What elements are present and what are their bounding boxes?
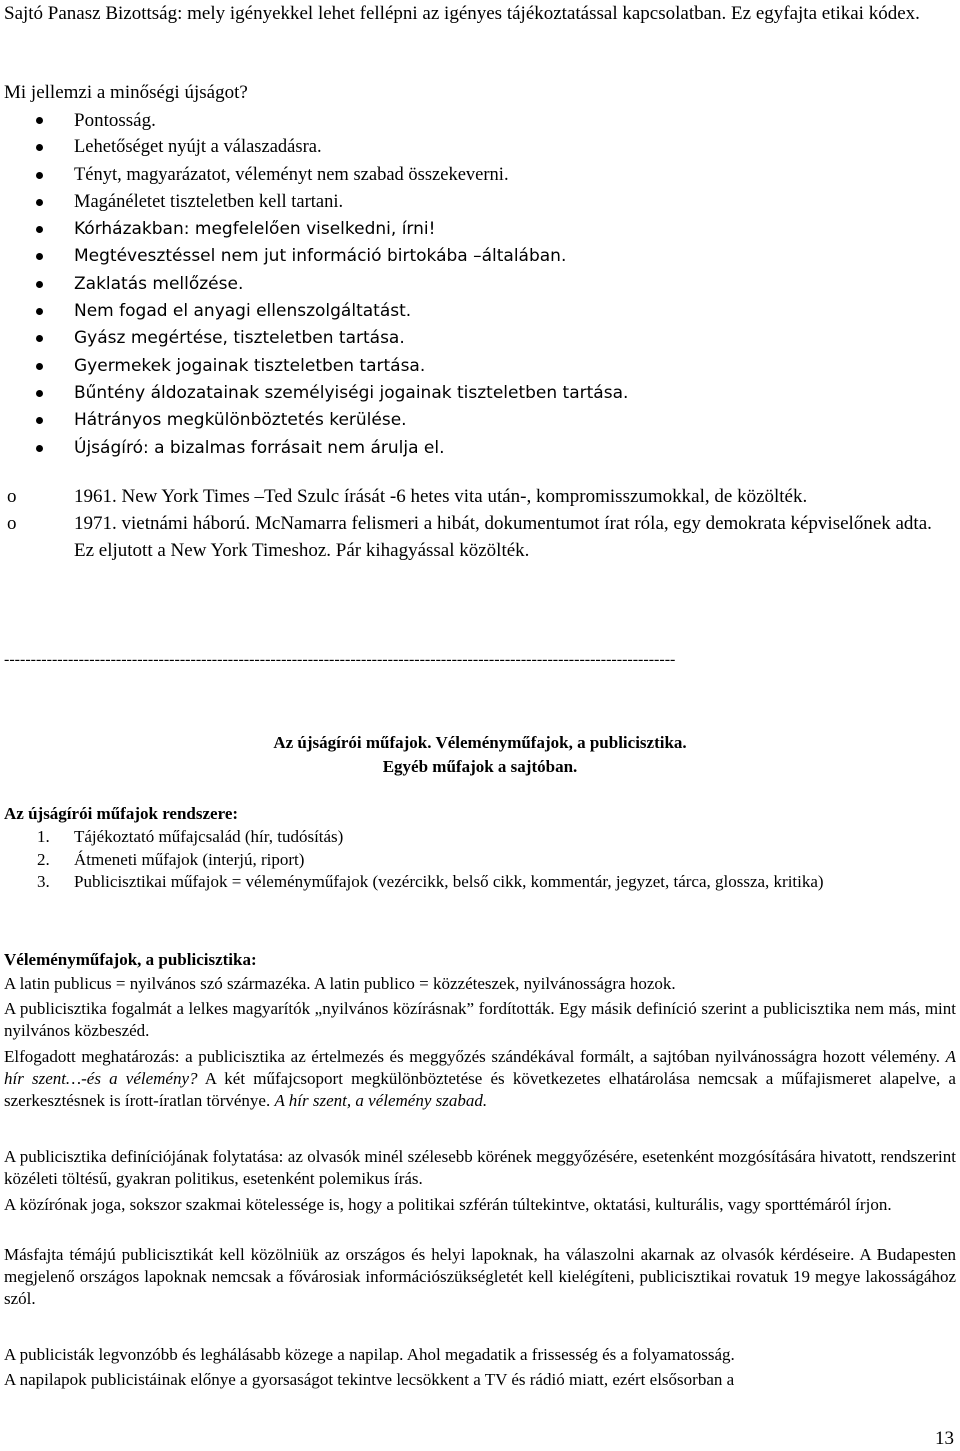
list-item-text: Lehetőséget nyújt a válaszadásra. bbox=[74, 137, 322, 158]
list-item-text: Megtévesztéssel nem jut információ birtokába –általában. bbox=[74, 246, 567, 267]
list-item-text: Tájékoztató műfajcsalád (hír, tudósítás) bbox=[74, 827, 344, 846]
bullet-icon bbox=[36, 445, 43, 452]
list-item-text: Gyermekek jogainak tiszteletben tartása. bbox=[74, 355, 426, 376]
list-item-text: Pontosság. bbox=[74, 110, 156, 131]
paragraph: A latin publicus = nyilvános szó származéka. A latin publico = közzéteszek, nyilvánosságra hozok. bbox=[4, 974, 676, 993]
bullet-icon bbox=[36, 390, 43, 397]
list-item-text: Nem fogad el anyagi ellenszolgáltatást. bbox=[74, 301, 412, 322]
list-item bbox=[0, 353, 960, 380]
bullet-icon bbox=[36, 308, 43, 315]
quality-bullet-list bbox=[0, 107, 960, 462]
list-item-text: Publicisztikai műfajok = véleményműfajok (vezércikk, belső cikk, kommentár, jegyzet, tárca, glossza, kritika) bbox=[74, 872, 824, 891]
list-item bbox=[0, 189, 960, 216]
genre-system-heading: Az újságírói műfajok rendszere: bbox=[4, 804, 239, 823]
paragraph: A publicisták legvonzóbb és leghálásabb közege a napilap. Ahol megadatik a frissesség és a folyamatosság. bbox=[4, 1345, 735, 1364]
page-number: 13 bbox=[935, 1428, 954, 1449]
list-number: 2. bbox=[37, 849, 50, 869]
bullet-icon bbox=[36, 253, 43, 260]
list-item-text: Hátrányos megkülönböztetés kerülése. bbox=[74, 410, 407, 431]
list-item bbox=[0, 216, 960, 243]
list-number: 1. bbox=[37, 827, 50, 846]
list-item bbox=[0, 162, 960, 189]
bullet-icon bbox=[36, 226, 43, 233]
paragraph: Másfajta témájú publicisztikát kell közölniük az országos és helyi lapoknak, ha válaszolni akarnak az olvasók kérdéseire. A Budapesten megjelenő országos lapoknak nemcsak a fővárosiak információszükségletét kell kielégíteni, publicisztikai rovatuk 19 megye lakosságához szól. bbox=[4, 1245, 956, 1308]
list-item bbox=[0, 325, 960, 352]
section-title: Az újságírói műfajok. Véleményműfajok, a publicisztika. bbox=[273, 733, 687, 752]
list-item-text: Tényt, magyarázatot, véleményt nem szabad összekeverni. bbox=[74, 164, 509, 185]
bullet-icon bbox=[36, 144, 43, 151]
opinion-heading: Véleményműfajok, a publicisztika: bbox=[4, 950, 257, 969]
bullet-icon bbox=[36, 335, 43, 342]
list-item bbox=[0, 298, 960, 325]
list-number: 3. bbox=[37, 872, 50, 891]
list-item bbox=[0, 826, 956, 849]
list-item-text: Magánéletet tiszteletben kell tartani. bbox=[74, 191, 344, 212]
bullet-icon bbox=[36, 363, 43, 370]
circle-marker-icon: o bbox=[7, 513, 17, 534]
genre-numbered-list bbox=[0, 826, 960, 894]
bullet-icon bbox=[36, 117, 43, 124]
circle-marker-icon: o bbox=[7, 486, 17, 507]
paragraph-text: Elfogadott meghatározás: a publicisztika az értelmezés és meggyőzés szándékával formált, a sajtóban nyilvánosságra hozott vélemény. bbox=[4, 1047, 946, 1066]
list-item-text: Kórházakban: megfelelően viselkedni, írni! bbox=[74, 219, 436, 240]
paragraph: A publicisztika definíciójának folytatása: az olvasók minél szélesebb körének meggyőzésére, esetenként mozgósítására hivatott, rendszerint közéleti töltésű, gyakran politikus, esetenként polemikus írás. bbox=[4, 1147, 956, 1188]
list-item bbox=[0, 271, 960, 298]
list-item bbox=[0, 510, 934, 564]
paragraph-text: A két műfajcsoport megkülönböztetése és következetes elhatárolása nemcsak a műfajismeret alapelve, a szerkesztésnek is írott-íratlan törvénye. bbox=[4, 1069, 956, 1110]
section-subtitle: Egyéb műfajok a sajtóban. bbox=[382, 757, 578, 776]
list-item-text: Átmeneti műfajok (interjú, riport) bbox=[74, 849, 305, 869]
list-item bbox=[0, 107, 960, 134]
paragraph: A napilapok publicistáinak előnye a gyorsaságot tekintve lecsökkent a TV és rádió miatt, ezért elsősorban a bbox=[4, 1370, 735, 1389]
list-item-text: Zaklatás mellőzése. bbox=[74, 273, 244, 294]
list-item bbox=[0, 407, 960, 434]
list-item bbox=[0, 435, 960, 462]
italic-phrase: A hír szent, a vélemény szabad. bbox=[274, 1091, 488, 1110]
dashed-divider: ------------------------------------------------------------------------------------------------------------------------------ bbox=[4, 651, 676, 668]
paragraph: A közírónak joga, sokszor szakmai kötelessége is, hogy a politikai szférán túltekintve, oktatási, kulturális, vagy sporttémáról írjon. bbox=[4, 1195, 892, 1214]
history-list bbox=[0, 483, 960, 564]
bullet-icon bbox=[36, 281, 43, 288]
paragraph bbox=[4, 1046, 956, 1112]
list-item bbox=[0, 243, 960, 270]
list-item-text: 1961. New York Times –Ted Szulc írását -6 hetes vita után-, kompromisszumokkal, de közölték. bbox=[74, 486, 808, 507]
list-item bbox=[0, 483, 934, 510]
list-item bbox=[0, 871, 956, 894]
list-item-text: Gyász megértése, tiszteletben tartása. bbox=[74, 328, 405, 349]
list-item-text: Újságíró: a bizalmas forrásait nem árulja el. bbox=[74, 437, 445, 458]
intro-paragraph: Sajtó Panasz Bizottság: mely igényekkel lehet fellépni az igényes tájékoztatással kapcsolatban. Ez egyfajta etikai kódex. bbox=[4, 3, 920, 24]
list-item bbox=[0, 849, 956, 872]
list-item bbox=[0, 380, 960, 407]
list-item-text: 1971. vietnámi háború. McNamarra felismeri a hibát, dokumentumot írat róla, egy demokrata képviselőnek adta. Ez eljutott a New York Timeshoz. Pár kihagyással közölték. bbox=[74, 513, 932, 561]
bullet-icon bbox=[36, 417, 43, 424]
paragraph: A publicisztika fogalmát a lelkes magyarítók „nyilvános közírásnak” fordították. Egy másik definíció szerint a publicisztika nem más, mint nyilvános közbeszéd. bbox=[4, 999, 956, 1040]
list-item-text: Bűntény áldozatainak személyiségi jogainak tiszteletben tartása. bbox=[74, 382, 629, 403]
quality-heading: Mi jellemzi a minőségi újságot? bbox=[4, 82, 248, 103]
bullet-icon bbox=[36, 199, 43, 206]
list-item bbox=[0, 134, 960, 161]
italic-phrase: A hír szent…-és a vélemény? bbox=[4, 1047, 956, 1088]
bullet-icon bbox=[36, 172, 43, 179]
